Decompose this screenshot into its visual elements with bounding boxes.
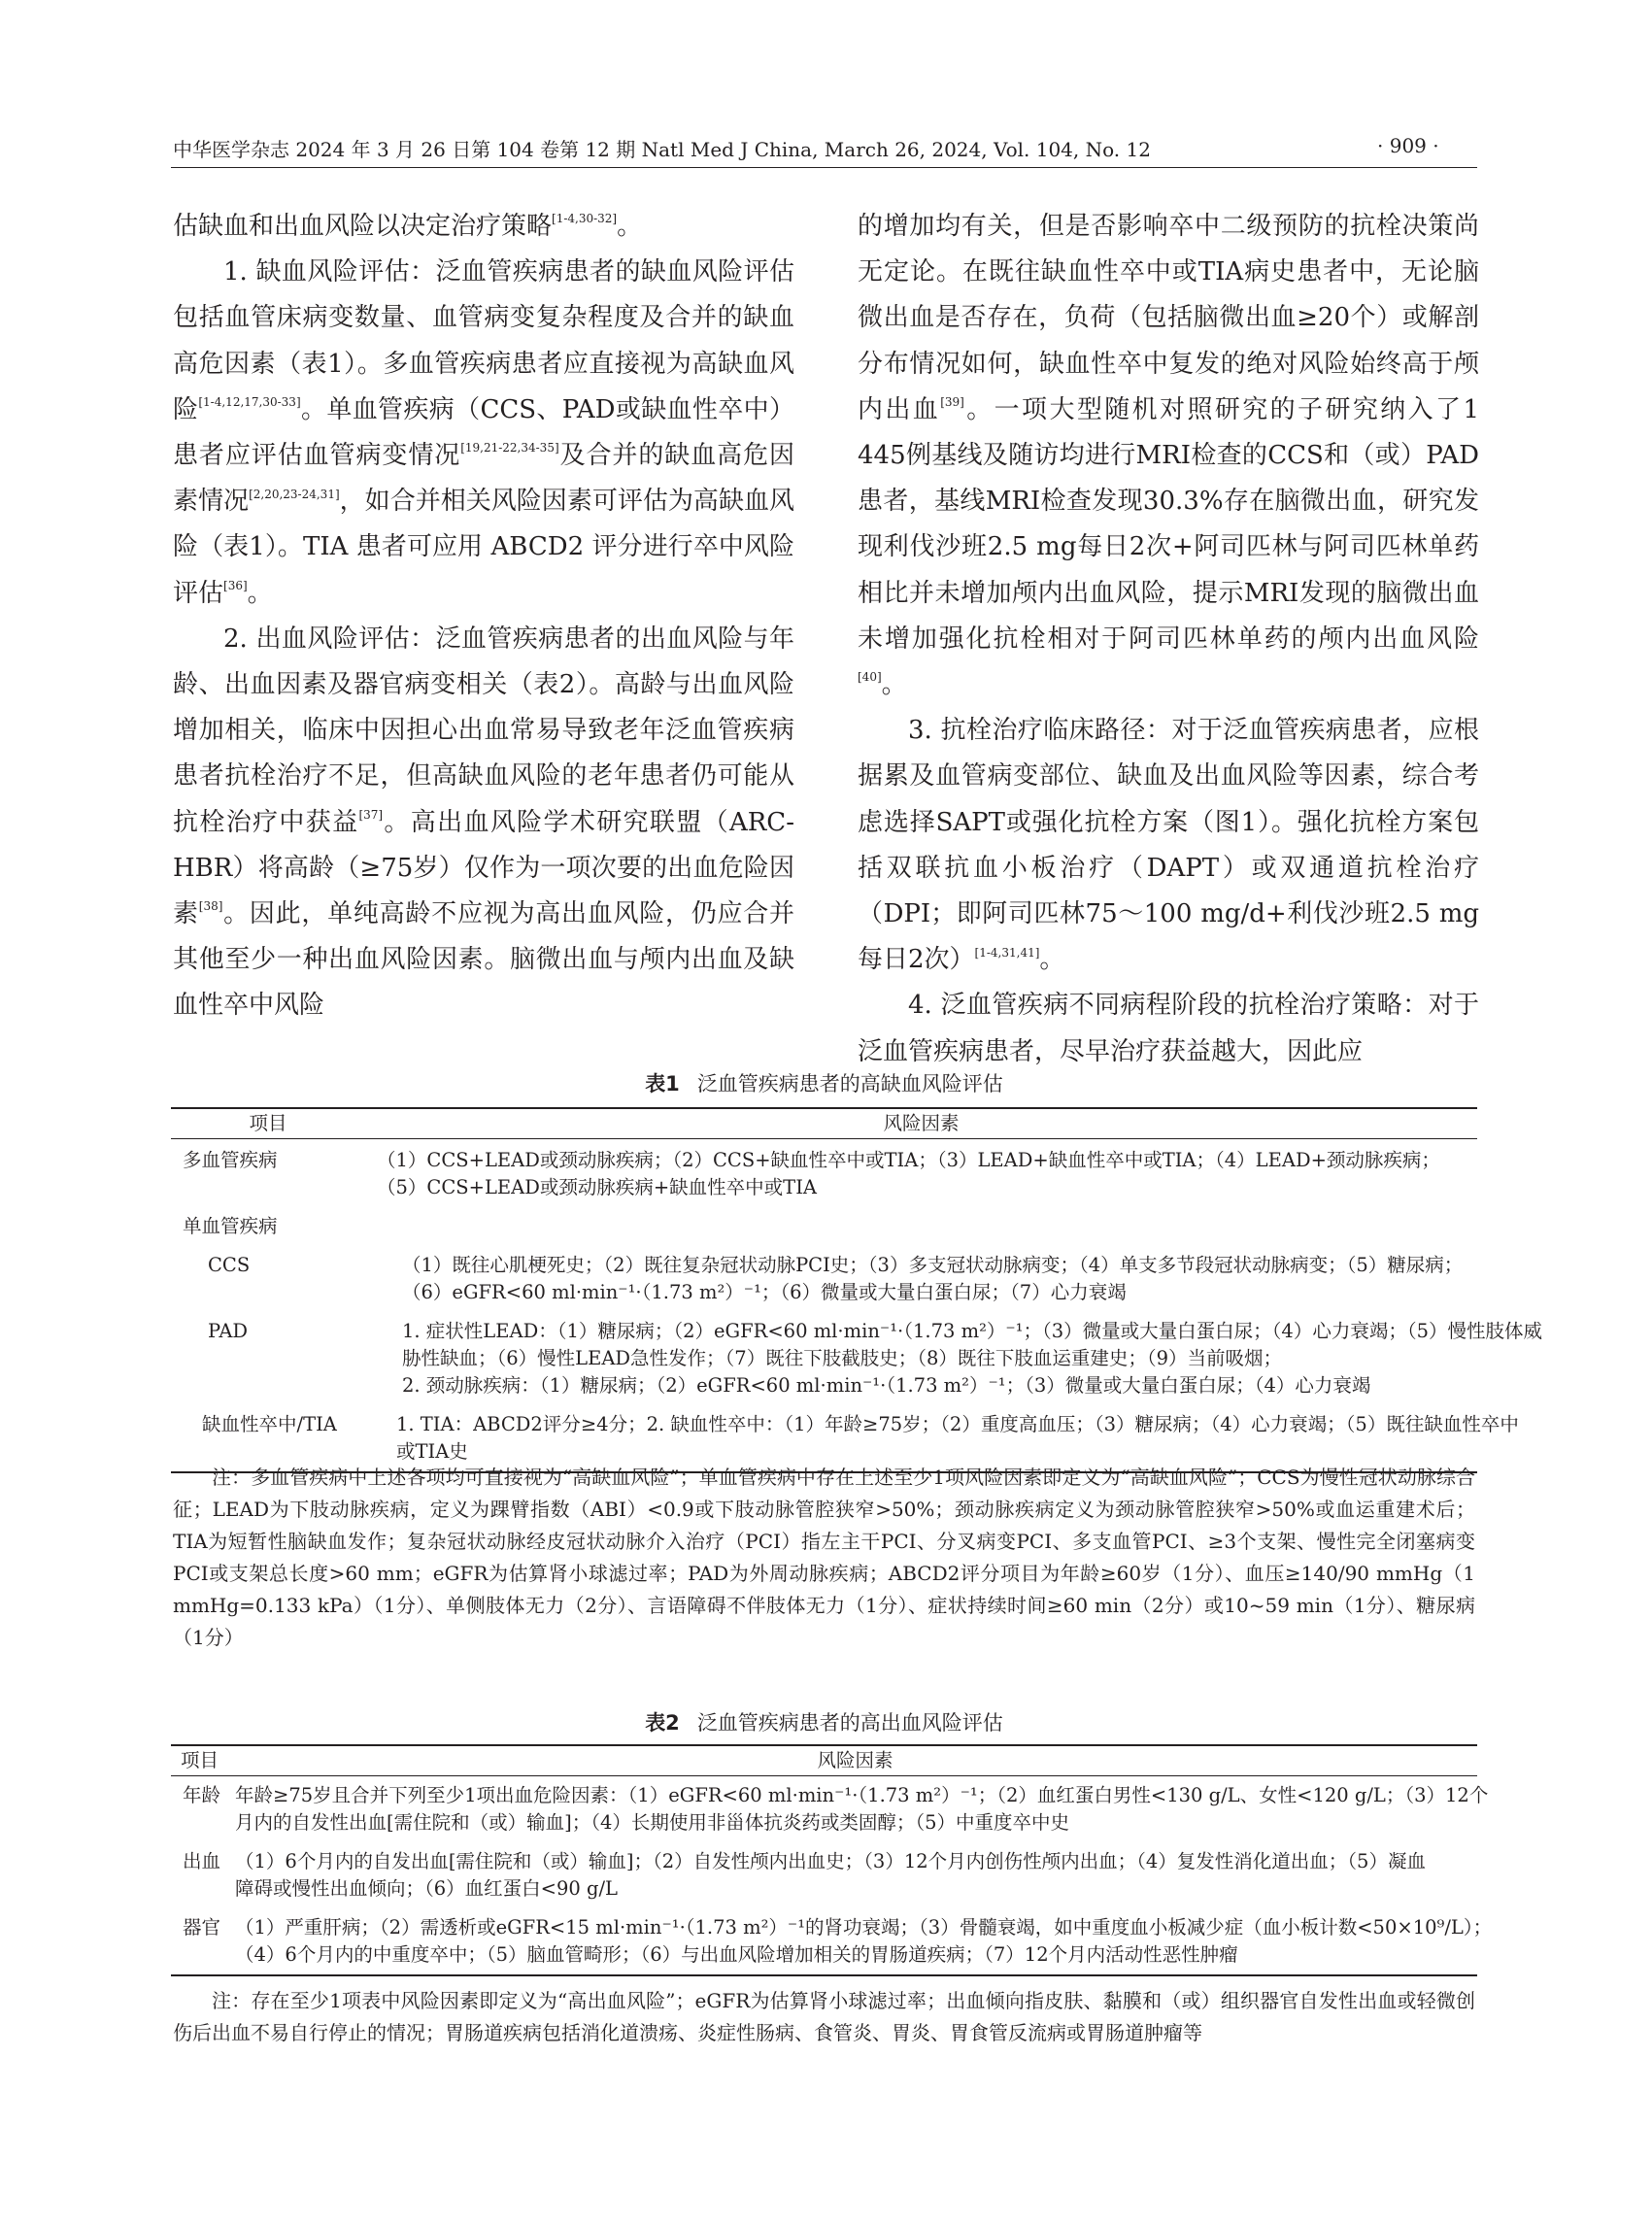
table-row	[171, 1914, 1493, 1969]
risk-line: （1）CCS+LEAD或颈动脉疾病；（2）CCS+缺血性卒中或TIA；（3）LEAD+缺血性卒中或TIA；（4）LEAD+颈动脉疾病；	[377, 1149, 1440, 1171]
right-paragraph-1: 的增加均有关，但是否影响卒中二级预防的抗栓决策尚无定论。在既往缺血性卒中或TIA病史患者中，无论脑微出血是否存在，负荷（包括脑微出血≥20个）或解剖分布情况如何，缺血性卒中复发的绝对风险始终高于颅内出血[39]。一项大型随机对照研究的子研究纳入了1 445例基线及随访均进行MRI检查的CCS和（或）PAD患者，基线MRI检查发现30.3%存在脑微出血，研究发现利伐沙班2.5 mg每日2次+阿司匹林与阿司匹林单药相比并未增加颅内出血风险，提示MRI发现的脑微出血未增加强化抗栓相对于阿司匹林单药的颅内出血风险[40]。	[858, 212, 1479, 700]
page-number: · 909 ·	[1377, 134, 1439, 157]
citation: [38]	[198, 899, 223, 914]
col-header-item: 项目	[181, 1749, 219, 1771]
row-item: 出血	[183, 1850, 221, 1872]
row-risk-factors	[402, 1318, 1542, 1399]
risk-line: （4）6个月内的中重度卒中；（5）脑血管畸形；（6）与出血风险增加相关的胃肠道疾病；（7）12个月内活动性恶性肿瘤	[235, 1943, 1238, 1966]
left-paragraph-bleeding: 2. 出血风险评估：泛血管疾病患者的出血风险与年龄、出血因素及器官病变相关（表2）。高龄与出血风险增加相关，临床中因担心出血常易导致老年泛血管疾病患者抗栓治疗不足，但高缺血风险的老年患者仍可能从抗栓治疗中获益[37]。高出血风险学术研究联盟（ARC-HBR）将高龄（≥75岁）仅作为一项次要的出血危险因素[38]。因此，单纯高龄不应视为高出血风险，仍应合并其他至少一种出血风险因素。脑微出血与颅内出血及缺血性卒中风险	[173, 624, 794, 1021]
table-row	[171, 1213, 1477, 1240]
risk-line: （1）严重肝病；（2）需透析或eGFR<15 ml·min⁻¹·（1.73 m²）⁻¹的肾功衰竭；（3）骨髓衰竭，如中重度血小板减少症（血小板计数<50×10⁹/L）；	[235, 1916, 1493, 1938]
table-row	[171, 1782, 1489, 1837]
risk-line: 月内的自发性出血[需住院和（或）输血]；（4）长期使用非甾体抗炎药或类固醇；（5）中重度卒中史	[235, 1811, 1070, 1834]
table-row	[171, 1252, 1477, 1306]
row-item: 年龄	[183, 1784, 221, 1806]
citation: [37]	[358, 807, 384, 822]
row-item: 多血管疾病	[183, 1149, 278, 1171]
row-item: CCS	[208, 1254, 251, 1276]
table-header	[171, 1746, 1477, 1775]
table-row	[171, 1848, 1477, 1903]
citation: [40]	[858, 670, 882, 685]
risk-line	[377, 1213, 1477, 1240]
table-header	[171, 1109, 1477, 1138]
col-header-risk: 风险因素	[817, 1749, 893, 1771]
risk-line: （1）6个月内的自发出血[需住院和（或）输血]；（2）自发性颅内出血史；（3）12个月内创伤性颅内出血；（4）复发性消化道出血；（5）凝血	[235, 1850, 1426, 1872]
table1	[171, 1107, 1542, 1473]
row-item: 缺血性卒中/TIA	[202, 1413, 337, 1435]
risk-line: 年龄≥75岁且合并下列至少1项出血危险因素：（1）eGFR<60 ml·min⁻¹·（1.73 m²）⁻¹；（2）血红蛋白男性<130 g/L、女性<120 g/L；（3）12个	[235, 1784, 1489, 1806]
table2	[171, 1744, 1493, 1976]
row-risk-factors	[377, 1213, 1477, 1240]
running-header: 中华医学杂志 2024 年 3 月 26 日第 104 卷第 12 期 Natl Med J China, March 26, 2024, Vol. 104, No. 12	[173, 138, 1151, 161]
citation: [1-4,31,41]	[974, 945, 1040, 960]
row-risk-factors	[377, 1147, 1477, 1201]
right-column	[858, 204, 1479, 1075]
col-header-item: 项目	[249, 1112, 287, 1134]
col-header-risk: 风险因素	[883, 1112, 960, 1134]
citation: [1-4,12,17,30-33]	[198, 395, 301, 410]
table2-caption: 表2 泛血管疾病患者的高出血风险评估	[645, 1711, 1003, 1735]
citation: [36]	[223, 578, 248, 592]
risk-line: （6）eGFR<60 ml·min⁻¹·（1.73 m²）⁻¹；（6）微量或大量白蛋白尿；（7）心力衰竭	[402, 1281, 1127, 1303]
row-item: 器官	[183, 1916, 221, 1938]
citation: [39]	[940, 395, 964, 410]
right-paragraph-strategy: 4. 泛血管疾病不同病程阶段的抗栓治疗策略：对于泛血管疾病患者，尽早治疗获益越大，因此应	[858, 991, 1479, 1066]
row-risk-factors	[235, 1848, 1477, 1903]
row-item: 单血管疾病	[183, 1215, 278, 1237]
table-row	[171, 1147, 1477, 1201]
risk-line: 或TIA史	[396, 1440, 468, 1463]
risk-line: （5）CCS+LEAD或颈动脉疾病+缺血性卒中或TIA	[377, 1176, 817, 1198]
row-item: PAD	[208, 1320, 249, 1342]
table-row	[171, 1318, 1542, 1399]
risk-line: 胁性缺血；（6）慢性LEAD急性发作；（7）既往下肢截肢史；（8）既往下肢血运重建史；（9）当前吸烟；	[402, 1347, 1283, 1369]
left-paragraph-ischemia: 1. 缺血风险评估：泛血管疾病患者的缺血风险评估包括血管床病变数量、血管病变复杂程度及合并的缺血高危因素（表1）。多血管疾病患者应直接视为高缺血风险[1-4,12,17,30-33]。单血管疾病（CCS、PAD或缺血性卒中）患者应评估血管病变情况[19,21-22,34-35]及合并的缺血高危因素情况[2,20,23-24,31]，如合并相关风险因素可评估为高缺血风险（表1）。TIA 患者可应用 ABCD2 评分进行卒中风险评估[36]。	[173, 257, 794, 608]
table-row	[171, 1411, 1519, 1466]
risk-line: （1）既往心肌梗死史；（2）既往复杂冠状动脉PCI史；（3）多支冠状动脉病变；（4）单支多节段冠状动脉病变；（5）糖尿病；	[402, 1254, 1464, 1276]
risk-line: 1. TIA：ABCD2评分≥4分；2. 缺血性卒中：（1）年龄≥75岁；（2）重度高血压；（3）糖尿病；（4）心力衰竭；（5）既往缺血性卒中	[396, 1413, 1519, 1435]
table1-note: 注：多血管疾病中上述各项均可直接视为“高缺血风险”；单血管疾病中存在上述至少1项风险因素即定义为“高缺血风险”；CCS为慢性冠状动脉综合征；LEAD为下肢动脉疾病，定义为踝臂指数（ABI）<0.9或下肢动脉管腔狭窄>50%；颈动脉疾病定义为颈动脉管腔狭窄>50%或血运重建术后；TIA为短暂性脑缺血发作；复杂冠状动脉经皮冠状动脉介入治疗（PCI）指左主干PCI、分叉病变PCI、多支血管PCI、≥3个支架、慢性完全闭塞病变PCI或支架总长度>60 mm；eGFR为估算肾小球滤过率；PAD为外周动脉疾病；ABCD2评分项目为年龄≥60岁（1分）、血压≥140/90 mmHg（1 mmHg=0.133 kPa）（1分）、单侧肢体无力（2分）、言语障碍不伴肢体无力（1分）、症状持续时间≥60 min（2分）或10~59 min（1分）、糖尿病（1分）	[173, 1466, 1475, 1649]
risk-line: 2. 颈动脉疾病：（1）糖尿病；（2）eGFR<60 ml·min⁻¹·（1.73 m²）⁻¹；（3）微量或大量白蛋白尿；（4）心力衰竭	[402, 1374, 1371, 1397]
row-risk-factors	[235, 1782, 1488, 1837]
table2-note: 注：存在至少1项表中风险因素即定义为“高出血风险”；eGFR为估算肾小球滤过率；出血倾向指皮肤、黏膜和（或）组织器官自发性出血或轻微创伤后出血不易自行停止的情况；胃肠道疾病包括消化道溃疡、炎症性肠病、食管炎、胃炎、胃食管反流病或胃肠道肿瘤等	[173, 1989, 1475, 2044]
risk-line: 障碍或慢性出血倾向；（6）血红蛋白<90 g/L	[235, 1877, 619, 1900]
left-column	[173, 204, 794, 1029]
citation: [2,20,23-24,31]	[249, 487, 340, 501]
table1-caption: 表1 泛血管疾病患者的高缺血风险评估	[645, 1072, 1003, 1096]
row-risk-factors	[396, 1411, 1519, 1466]
left-paragraph-1: 估缺血和出血风险以决定治疗策略[1-4,30-32]。	[173, 212, 643, 241]
citation: [1-4,30-32]	[552, 212, 618, 226]
citation: [19,21-22,34-35]	[460, 441, 559, 455]
risk-line: 1. 症状性LEAD：（1）糖尿病；（2）eGFR<60 ml·min⁻¹·（1.73 m²）⁻¹；（3）微量或大量白蛋白尿；（4）心力衰竭；（5）慢性肢体威	[402, 1320, 1542, 1342]
header-rule	[171, 167, 1477, 168]
row-risk-factors	[402, 1252, 1477, 1306]
row-risk-factors	[235, 1914, 1492, 1969]
right-paragraph-pathway: 3. 抗栓治疗临床路径：对于泛血管疾病患者，应根据累及血管病变部位、缺血及出血风险等因素，综合考虑选择SAPT或强化抗栓方案（图1）。强化抗栓方案包括双联抗血小板治疗（DAPT）或双通道抗栓治疗（DPI；即阿司匹林75～100 mg/d+利伐沙班2.5 mg每日2次）[1-4,31,41]。	[858, 716, 1479, 975]
